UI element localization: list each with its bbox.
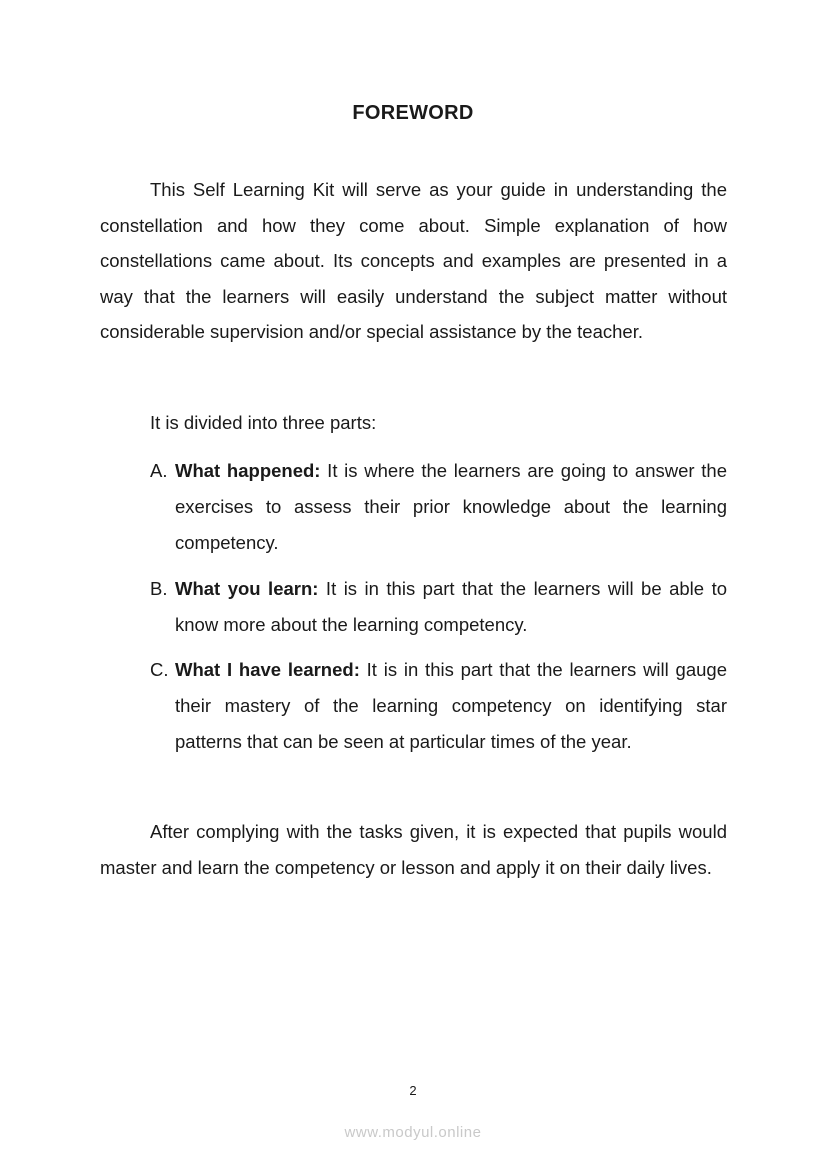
list-item-heading: What you learn: xyxy=(175,578,319,599)
list-item xyxy=(150,453,727,561)
closing-paragraph-block xyxy=(100,814,727,885)
watermark: www.modyul.online xyxy=(344,1124,482,1141)
list-item-text xyxy=(175,652,727,760)
parts-intro-block xyxy=(100,405,727,441)
list-item-body: It is in this part that the learners will be able to know more about the learning competency. xyxy=(175,578,727,635)
closing-paragraph: After complying with the tasks given, it is expected that pupils would master and learn the competency or lesson and apply it on their daily lives. xyxy=(100,821,727,878)
list-item-heading: What happened: xyxy=(175,460,321,481)
intro-paragraph: This Self Learning Kit will serve as your guide in understanding the constellation and how they come about. Simple explanation of how constellations came about. Its concepts and examples are presented in a way that the learners will easily understand the subject matter without considerable supervision and/or special assistance by the teacher. xyxy=(100,179,727,343)
page-number: 2 xyxy=(409,1083,417,1098)
intro-paragraph-block xyxy=(100,172,727,350)
list-item-text xyxy=(175,571,727,643)
list-item-heading: What I have learned: xyxy=(175,659,360,680)
list-item xyxy=(150,652,727,760)
parts-intro: It is divided into three parts: xyxy=(150,412,377,433)
page-title: FOREWORD xyxy=(352,102,474,124)
list-item-text xyxy=(175,453,727,561)
list-item-body: It is where the learners are going to answer the exercises to assess their prior knowledge about the learning competency. xyxy=(175,460,727,553)
list-item xyxy=(150,571,727,643)
list-marker: A. xyxy=(150,460,168,481)
list-item-body: It is in this part that the learners will gauge their mastery of the learning competency on identifying star patterns that can be seen at particular times of the year. xyxy=(175,659,728,752)
list-marker: C. xyxy=(150,659,169,680)
list-marker: B. xyxy=(150,578,168,599)
